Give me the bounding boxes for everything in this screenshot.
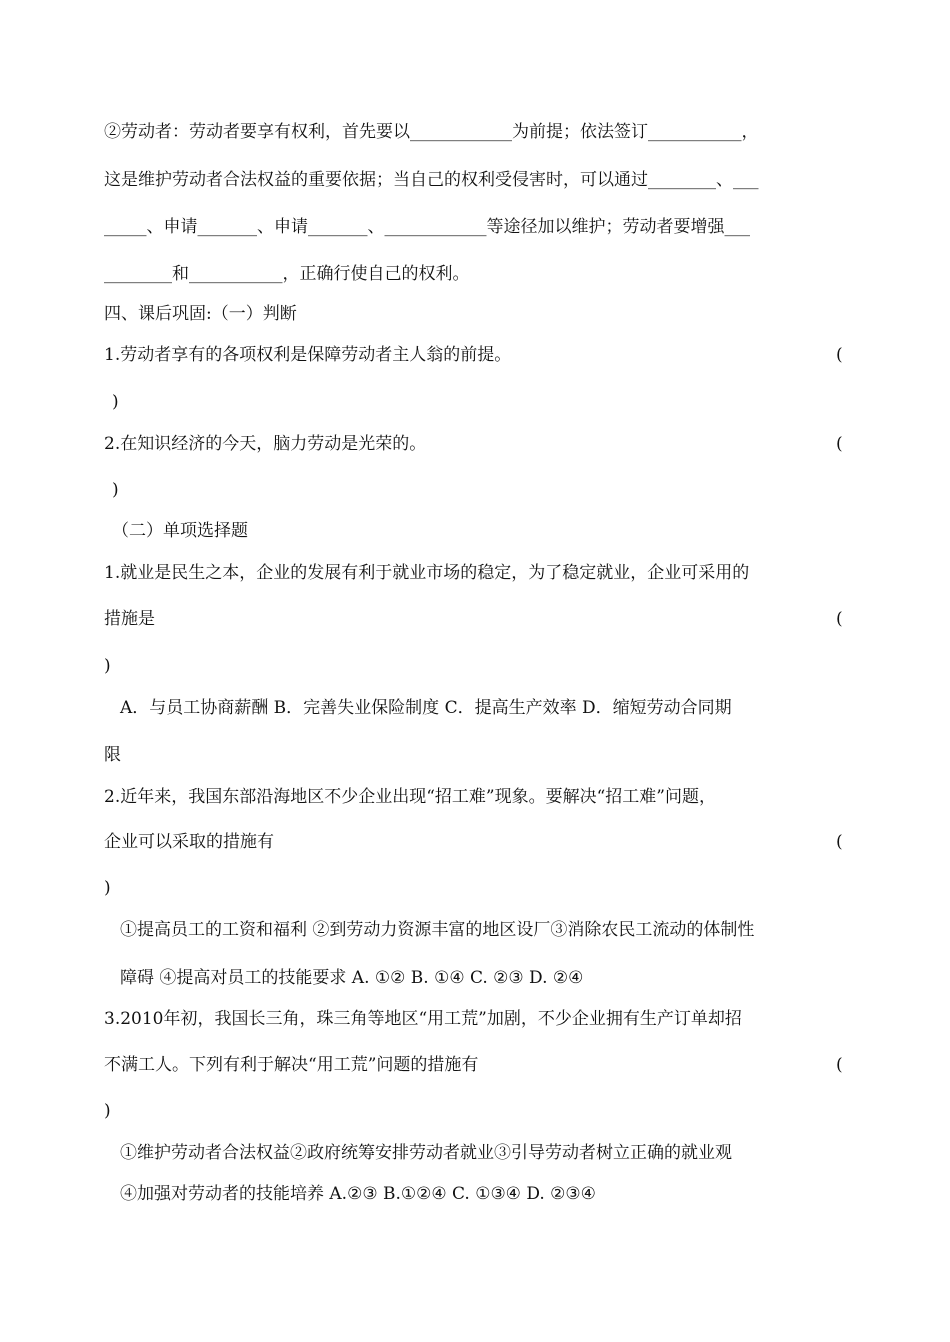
judge-q1: 1.劳动者享有的各项权利是保障劳动者主人翁的前提。 — [104, 345, 512, 365]
q2-open-paren: ( — [836, 832, 843, 852]
judge-q2-close-paren: ) — [112, 480, 119, 500]
judge-q2: 2.在知识经济的今天，脑力劳动是光荣的。 — [104, 434, 427, 454]
q3-open-paren: ( — [836, 1055, 843, 1075]
p2-line-1: ②劳动者：劳动者要享有权利，首先要以____________为前提；依法签订___________， — [104, 122, 759, 142]
q1-open-paren: ( — [836, 609, 843, 629]
q2-items-options: 障碍 ④提高对员工的技能要求 A. ①② B. ①④ C. ②③ D. ②④ — [120, 968, 584, 988]
q3-close-paren: ) — [104, 1101, 111, 1121]
p2-line-3: _____、申请_______、申请_______、____________等途径加以维护；劳动者要增强___ — [104, 217, 750, 237]
q1-options-cont: 限 — [104, 745, 121, 765]
q1-close-paren: ) — [104, 656, 111, 676]
section-choice-heading: （二）单项选择题 — [112, 521, 248, 541]
judge-q1-open-paren: ( — [836, 345, 843, 365]
q2-close-paren: ) — [104, 878, 111, 898]
section-4-heading: 四、课后巩固:（一）判断 — [104, 304, 297, 324]
q1-options: A．与员工协商薪酬 B．完善失业保险制度 C．提高生产效率 D．缩短劳动合同期 — [120, 698, 732, 718]
q1-line-1: 1.就业是民生之本，企业的发展有利于就业市场的稳定，为了稳定就业，企业可采用的 — [104, 563, 750, 583]
judge-q1-close-paren: ) — [112, 392, 119, 412]
p2-line-2: 这是维护劳动者合法权益的重要依据；当自己的权利受侵害时，可以通过________、___ — [104, 170, 759, 190]
q2-items: ①提高员工的工资和福利 ②到劳动力资源丰富的地区设厂③消除农民工流动的体制性 — [120, 920, 755, 940]
p2-line-4: ________和___________，正确行使自己的权利。 — [104, 264, 470, 284]
q2-line-1: 2.近年来，我国东部沿海地区不少企业出现“招工难”现象。要解决“招工难”问题， — [104, 787, 716, 807]
judge-q2-open-paren: ( — [836, 434, 843, 454]
q3-items-options: ④加强对劳动者的技能培养 A.②③ B.①②④ C. ①③④ D. ②③④ — [120, 1184, 596, 1204]
q3-line-1: 3.2010年初，我国长三角，珠三角等地区“用工荒”加剧，不少企业拥有生产订单却招 — [104, 1009, 742, 1029]
q2-line-2: 企业可以采取的措施有 — [104, 832, 274, 852]
q1-line-2: 措施是 — [104, 609, 155, 629]
q3-items: ①维护劳动者合法权益②政府统筹安排劳动者就业③引导劳动者树立正确的就业观 — [120, 1143, 732, 1163]
q3-line-2: 不满工人。下列有利于解决“用工荒”问题的措施有 — [104, 1055, 479, 1075]
